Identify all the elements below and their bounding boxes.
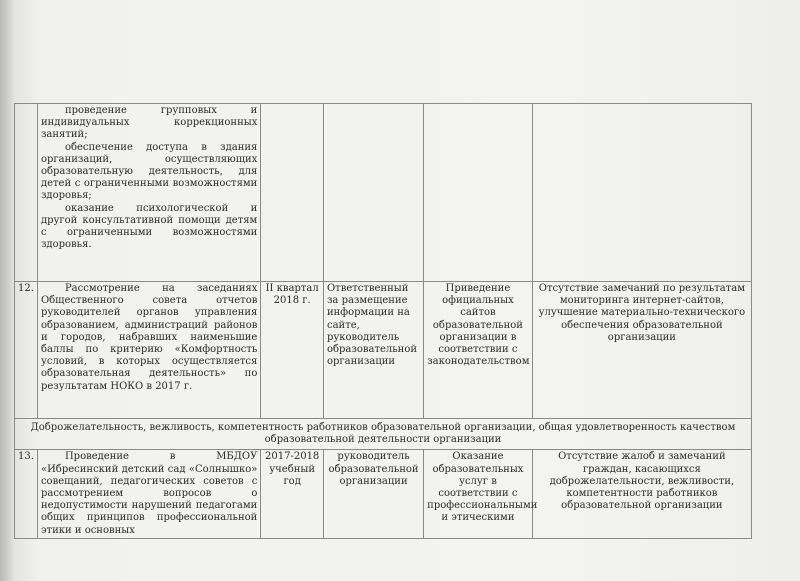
indicator-cell: Отсутствие жалоб и замечаний граждан, касающихся доброжелательности, вежливости, компетентности работников образовательной организации (532, 450, 751, 538)
activity-cell (37, 450, 260, 538)
activity-line: проведение групповых и индивидуальных коррекционных занятий; (40, 105, 258, 141)
row-number-cell: 12. (15, 282, 38, 419)
indicator-cell (532, 104, 751, 282)
table-row-13 (15, 450, 752, 538)
activity-line: оказание психологической и другой консультативной помощи детям с ограниченными возможностями здоровья. (40, 202, 258, 251)
plan-table (14, 103, 752, 539)
activity-cell (37, 104, 260, 282)
section-heading: Доброжелательность, вежливость, компетентность работников образовательной организации, общая удовлетворенность качеством образовательной деятельности организации (15, 419, 752, 450)
row-number-cell: 13. (15, 450, 38, 538)
responsible-cell: руководитель образовательной организации (323, 450, 423, 538)
section-heading-row (15, 419, 752, 450)
term-cell: II квартал 2018 г. (261, 282, 324, 419)
activity-text: Проведение в МБДОУ «Ибресинский детский сад «Солнышко» совещаний, педагогических советов с рассмотрением вопросов о недопустимости нарушений педагогами общих принципов профессиональной этики и основных (40, 451, 258, 536)
row-number-cell (15, 104, 38, 282)
result-cell: Приведение официальных сайтов образовательной организации в соответствии с законодательством (424, 282, 533, 419)
term-cell (261, 104, 324, 282)
activity-text: Рассмотрение на заседаниях Общественного совета отчетов руководителей органов управления образованием, администраций районов и городов, набравших наименьшие баллы по критерию «Комфортность условий, в которых осуществляется образовательная деятельность» по результатам НОКО в 2017 г. (40, 283, 258, 392)
page-edge-shadow (0, 0, 14, 581)
table-row-continued (15, 104, 752, 282)
result-cell: Оказание образовательных услуг в соответствии с профессиональными и этическими (424, 450, 533, 538)
term-cell: 2017-2018 учебный год (261, 450, 324, 538)
activity-cell (37, 282, 260, 419)
indicator-cell: Отсутствие замечаний по результатам мониторинга интернет-сайтов, улучшение материально-технического обеспечения образовательной организации (532, 282, 751, 419)
responsible-cell: Ответственный за размещение информации на сайте, руководитель образовательной организации (323, 282, 423, 419)
table-row-12 (15, 282, 752, 419)
activity-line: обеспечение доступа в здания организаций, осуществляющих образовательную деятельность, для детей с ограниченными возможностями здоровья; (40, 141, 258, 202)
result-cell (424, 104, 533, 282)
responsible-cell (323, 104, 423, 282)
